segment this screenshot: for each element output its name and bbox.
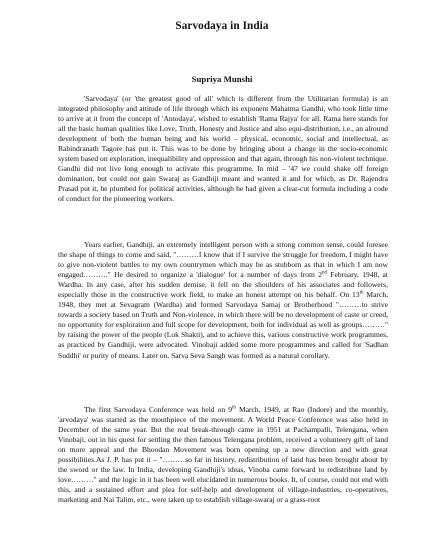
paragraph-3-text-b: March, 1949, at Rao (Indore) and the monthly, 'arvodaya' was started as the mouthpiece of the movement. A World Peace Conference was also held in December of the same year. But the real break-through came in 1951 at Pachampalli, Telengana, when Vinobaji, out in his quest for settling the then famous Telengana problem, received a volunteery gift of land on more appeal and the Bhoodan Movement was born opening up a new direction and with great possibilities.As J. P. has put it – "………so far in history, redistribution of land has been brought about by the sword or the law. In India, developing Gandhiji's ideas, Vinoba came forward to redistribute land by love………" and the logic in it has been well elucidated in numerous books. It, of course, could not end with this, and a sustained effort and plea for self-help and development of village-industries, co-operatives, marketing and Nai Talim, etc., were taken up to establish village-swaraj or a grass-root bbox=[58, 405, 389, 505]
paragraph-2-text-c: March, 1948, they met at Sevagram (Wardha) and formed Sarvodaya Samaj or Brotherhood "………to strive towards a society based on Truth and Non-violence, in which there will be no development of caste or creed, no opportunity for exploration and full scope for development, both for individual as well as groups………" by raising the power of the people (Lok Shakti), and to achieve this, various constructive work programmes, as practiced by Gandhiji, were advocated. Vinobaji added some more programmes and called for 'Sadhan Suddhi' or purity of means. Later on, Sarva Seva Sangh was formed as a natural corollary. bbox=[58, 290, 388, 360]
paragraph-2-text-a: Years earlier, Gandhiji, an extremely intelligent person with a strong common sense, could foresee the shape of things to come and said, "………I know that if I survive the struggle for freedom, I might have to give non-violent battles to my own countrymen which may be as stubborn as that in which I am now engaged………." He desired to organize a 'dialogue' for a number of days from 2 bbox=[58, 240, 388, 280]
paragraph-3 bbox=[58, 405, 388, 505]
ordinal-suffix: th bbox=[232, 405, 236, 411]
paragraph-1: 'Sarvodaya' (or 'the greatest good of all' which is different from the Utilitarian formula) is an integrated philosophy and attitude of life through which its exponent Mahatma Gandhi, who took little time to arrive at it from the concept of 'Antodaya', wished to establish 'Rama Rajya' for all. Rama here stands for all the basic human qualities like Love, Truth, Honesty and Justice and also equi-distribution, i.e., an alround development of both the human being and his world – physical, economic, social and intellectual, as Rabindranath Tagore has put it. This was to be done by bringing about a change in the socio-economic system based on exploration, inequalibility and oppression and that again, through his non-violent technique. Gandhi did not live long enough to activate this programme. In mid – '47 we could shake off foreign domination, but could not gain Swaraj as Gandhiji meant and wanted it and for which, as Dr. Rajendra Prasad put it, he plumbed for political activities, although he had given a clear-cut formula including a code of conduct for the pioneering workers. bbox=[58, 94, 388, 204]
paragraph-2 bbox=[58, 240, 388, 361]
paragraph-3-text-a: The first Sarvodaya Conference was held on 9 bbox=[84, 405, 233, 414]
document-title: Sarvodaya in India bbox=[175, 20, 269, 32]
paragraph-2-text-b: February, 1948, at Wardha. In any case, after his sudden demise, it fell on the shoulders of his associates and followers, especially those in the constructive work field, to make an honest attempt on his behalf. On 13 bbox=[58, 270, 388, 300]
ordinal-suffix: th bbox=[359, 290, 364, 296]
ordinal-suffix: nd bbox=[321, 270, 327, 276]
author-name: Supriya Munshi bbox=[191, 74, 253, 84]
